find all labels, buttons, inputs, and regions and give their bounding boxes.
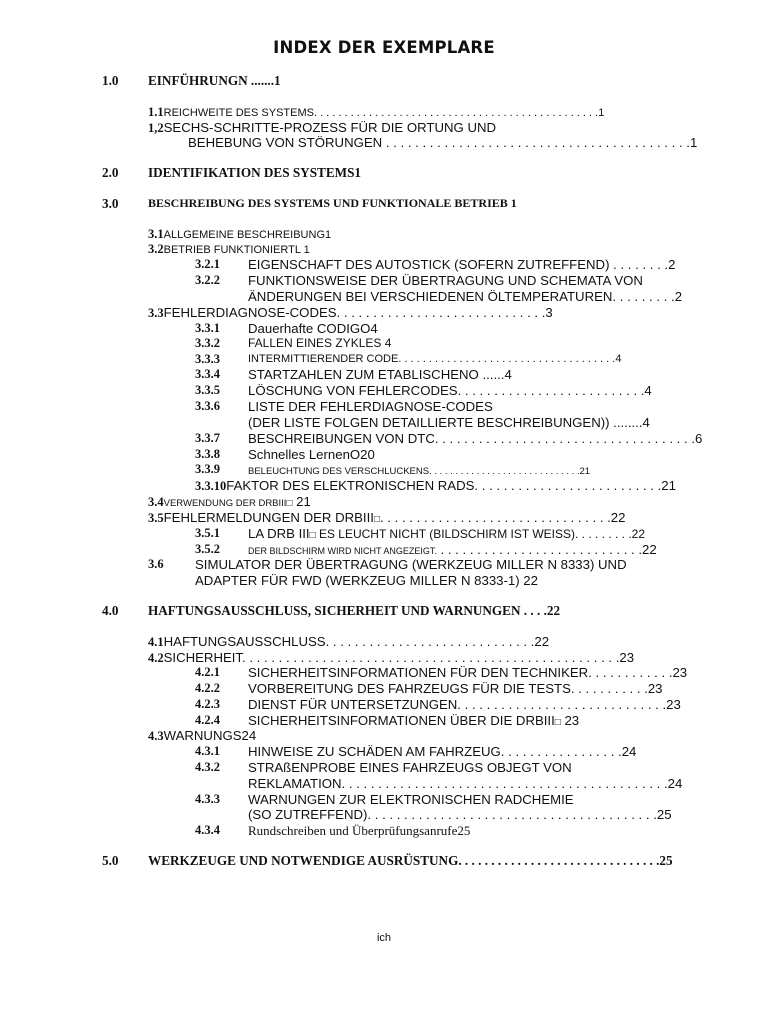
toc-entry-3-2-2: FUNKTIONSWEISE DER ÜBERTRAGUNG UND SCHEMATA VON [248, 273, 643, 288]
toc-number-3-2-2: 3.2.2 [195, 273, 220, 287]
toc-entry-3-3-7: BESCHREIBUNGEN VON DTC. . . . . . . . . . . . . . . . . . . . . . . . . . . . . . . . . . . .6 [248, 431, 703, 446]
toc-entry-3-5-2: DER BILDSCHIRM WIRD NICHT ANGEZEIGT. . . . . . . . . . . . . . . . . . . . . . . . . . . . .22 [248, 542, 657, 557]
toc-entry-3-4: 3.4VERWENDUNG DER DRBIII□ 21 [148, 494, 311, 509]
toc-number-4-2-2: 4.2.2 [195, 681, 220, 695]
toc-entry-3-3-6-cont: (DER LISTE FOLGEN DETAILLIERTE BESCHREIBUNGEN)) ........4 [248, 415, 650, 430]
section-2-0: 2.0 [102, 165, 119, 180]
toc-number-4-2-3: 4.2.3 [195, 697, 220, 711]
toc-number-3-3-8: 3.3.8 [195, 447, 220, 461]
toc-entry-4-3: 4.3WARNUNGS24 [148, 728, 257, 743]
toc-entry-3-2: 3.2BETRIEB FUNKTIONIERTL 1 [148, 242, 310, 256]
section-1-0 [102, 73, 118, 88]
section-1-0-title: EINFÜHRUNGN .......1 [148, 73, 281, 88]
toc-entry-3-3-6: LISTE DER FEHLERDIAGNOSE-CODES [248, 399, 493, 414]
toc-entry-1-2-cont: BEHEBUNG VON STÖRUNGEN . . . . . . . . . . . . . . . . . . . . . . . . . . . . . . . . . . . . . . . . . .1 [188, 135, 698, 150]
section-3-0-title: BESCHREIBUNG DES SYSTEMS UND FUNKTIONALE BETRIEB 1 [148, 196, 517, 210]
toc-entry-4-2-3: DIENST FÜR UNTERSETZUNGEN. . . . . . . . . . . . . . . . . . . . . . . . . . . . .23 [248, 697, 681, 712]
toc-entry-3-6-cont: ADAPTER FÜR FWD (WERKZEUG MILLER N 8333-1) 22 [195, 573, 538, 588]
toc-entry-4-3-3: WARNUNGEN ZUR ELEKTRONISCHEN RADCHEMIE [248, 792, 574, 807]
section-2-0-title: IDENTIFIKATION DES SYSTEMS1 [148, 165, 362, 180]
toc-number-4-3-4: 4.3.4 [195, 823, 220, 837]
toc-number-3-3-5: 3.3.5 [195, 383, 220, 397]
toc-number-3-5-1: 3.5.1 [195, 526, 220, 540]
toc-number-3-3-2: 3.3.2 [195, 336, 220, 350]
toc-number-3-3-7: 3.3.7 [195, 431, 220, 445]
toc-number-3-3-6: 3.3.6 [195, 399, 220, 413]
toc-number-3-3-3: 3.3.3 [195, 352, 220, 366]
toc-number-4-3-1: 4.3.1 [195, 744, 220, 758]
toc-entry-4-3-3-cont: (SO ZUTREFFEND). . . . . . . . . . . . . . . . . . . . . . . . . . . . . . . . . . . . . . . .25 [248, 807, 672, 822]
toc-number-4-2-4: 4.2.4 [195, 713, 220, 727]
toc-entry-4-3-2: STRAßENPROBE EINES FAHRZEUGS OBJEGT VON [248, 760, 572, 775]
toc-number-3-3-9: 3.3.9 [195, 462, 220, 476]
registered-mark-icon: □ [309, 530, 316, 541]
toc-entry-1-2: 1,2SECHS-SCHRITTE-PROZESS FÜR DIE ORTUNG UND [148, 120, 497, 135]
registered-mark-icon: □ [554, 717, 561, 728]
toc-entry-3-3-3: INTERMITTIERENDER CODE. . . . . . . . . . . . . . . . . . . . . . . . . . . . . . . . . . . .4 [248, 353, 622, 365]
page-footer: ich [376, 932, 392, 944]
toc-entry-3-3-5: LÖSCHUNG VON FEHLERCODES. . . . . . . . . . . . . . . . . . . . . . . . . .4 [248, 383, 652, 398]
toc-number-3-6: 3.6 [148, 557, 164, 571]
toc-entry-3-5-1: LA DRB III□ ES LEUCHT NICHT (BILDSCHIRM IST WEISS). . . . . . . . .22 [248, 526, 646, 541]
toc-entry-4-3-4: Rundschreiben und Überprüfungsanrufe25 [248, 823, 471, 838]
toc-entry-4-2: 4.2SICHERHEIT. . . . . . . . . . . . . . . . . . . . . . . . . . . . . . . . . . . . . . . . . . . . . . . . . . . .23 [148, 650, 635, 665]
registered-mark-icon: □ [373, 514, 380, 525]
toc-entry-3-6: SIMULATOR DER ÜBERTRAGUNG (WERKZEUG MILLER N 8333) UND [195, 557, 627, 572]
toc-number-3-3-1: 3.3.1 [195, 321, 220, 335]
toc-entry-4-3-2-cont: REKLAMATION. . . . . . . . . . . . . . . . . . . . . . . . . . . . . . . . . . . . . . . . . . . . .24 [248, 776, 683, 791]
toc-entry-3-3-9: BELEUCHTUNG DES VERSCHLUCKENS. . . . . . . . . . . . . . . . . . . . . . . . . . . . .21 [248, 466, 591, 477]
toc-number-3-5-2: 3.5.2 [195, 542, 220, 556]
toc-entry-4-1: 4.1HAFTUNGSAUSSCHLUSS. . . . . . . . . . . . . . . . . . . . . . . . . . . . .22 [148, 634, 550, 649]
section-number: 1.0 [102, 73, 119, 88]
section-4-0: 4.0 [102, 603, 119, 618]
toc-entry-3-2-1: EIGENSCHAFT DES AUTOSTICK (SOFERN ZUTREFFEND) . . . . . . . .2 [248, 257, 676, 272]
toc-entry-3-5: 3.5FEHLERMELDUNGEN DER DRBIII□. . . . . . . . . . . . . . . . . . . . . . . . . . . . . . . .22 [148, 510, 626, 525]
toc-number-3-3-4: 3.3.4 [195, 367, 220, 381]
toc-entry-3-3-4: STARTZAHLEN ZUM ETABLISCHENO ......4 [248, 367, 512, 382]
registered-mark-icon: □ [286, 498, 293, 509]
toc-number-4-3-2: 4.3.2 [195, 760, 220, 774]
toc-entry-4-3-1: HINWEISE ZU SCHÄDEN AM FAHRZEUG. . . . . . . . . . . . . . . . .24 [248, 744, 637, 759]
toc-number-3-2-1: 3.2.1 [195, 257, 220, 271]
toc-entry-3-3-10: 3.3.10FAKTOR DES ELEKTRONISCHEN RADS. . . . . . . . . . . . . . . . . . . . . . . . . .21 [195, 478, 676, 493]
section-3-0: 3.0 [102, 196, 119, 211]
toc-entry-3-3: 3.3FEHLERDIAGNOSE-CODES. . . . . . . . . . . . . . . . . . . . . . . . . . . . .3 [148, 305, 553, 320]
section-5-0: 5.0 [102, 853, 119, 868]
toc-entry-1-1: 1.1REICHWEITE DES SYSTEMS. . . . . . . . . . . . . . . . . . . . . . . . . . . . . . . . . . . . . . . . . . . . . . .1 [148, 105, 605, 119]
toc-entry-3-1: 3.1ALLGEMEINE BESCHREIBUNG1 [148, 227, 332, 241]
toc-entry-3-2-2-cont: ÄNDERUNGEN BEI VERSCHIEDENEN ÖLTEMPERATUREN. . . . . . . . .2 [248, 289, 683, 304]
toc-number-4-2-1: 4.2.1 [195, 665, 220, 679]
page-title: INDEX DER EXEMPLARE [273, 38, 495, 57]
section-4-0-title: HAFTUNGSAUSSCHLUSS, SICHERHEIT UND WARNUNGEN . . . .22 [148, 603, 561, 618]
toc-entry-3-3-2: FALLEN EINES ZYKLES 4 [248, 336, 392, 350]
section-5-0-title: WERKZEUGE UND NOTWENDIGE AUSRÜSTUNG. . . . . . . . . . . . . . . . . . . . . . . . . . . . . . .25 [148, 853, 673, 868]
toc-entry-4-2-4: SICHERHEITSINFORMATIONEN ÜBER DIE DRBIII□ 23 [248, 713, 580, 728]
toc-number-4-3-3: 4.3.3 [195, 792, 220, 806]
toc-entry-4-2-2: VORBEREITUNG DES FAHRZEUGS FÜR DIE TESTS. . . . . . . . . . .23 [248, 681, 663, 696]
toc-entry-3-3-8: Schnelles LernenO20 [248, 447, 375, 462]
toc-entry-4-2-1: SICHERHEITSINFORMATIONEN FÜR DEN TECHNIKER. . . . . . . . . . . .23 [248, 665, 688, 680]
toc-entry-3-3-1: Dauerhafte CODIGO4 [248, 321, 378, 336]
